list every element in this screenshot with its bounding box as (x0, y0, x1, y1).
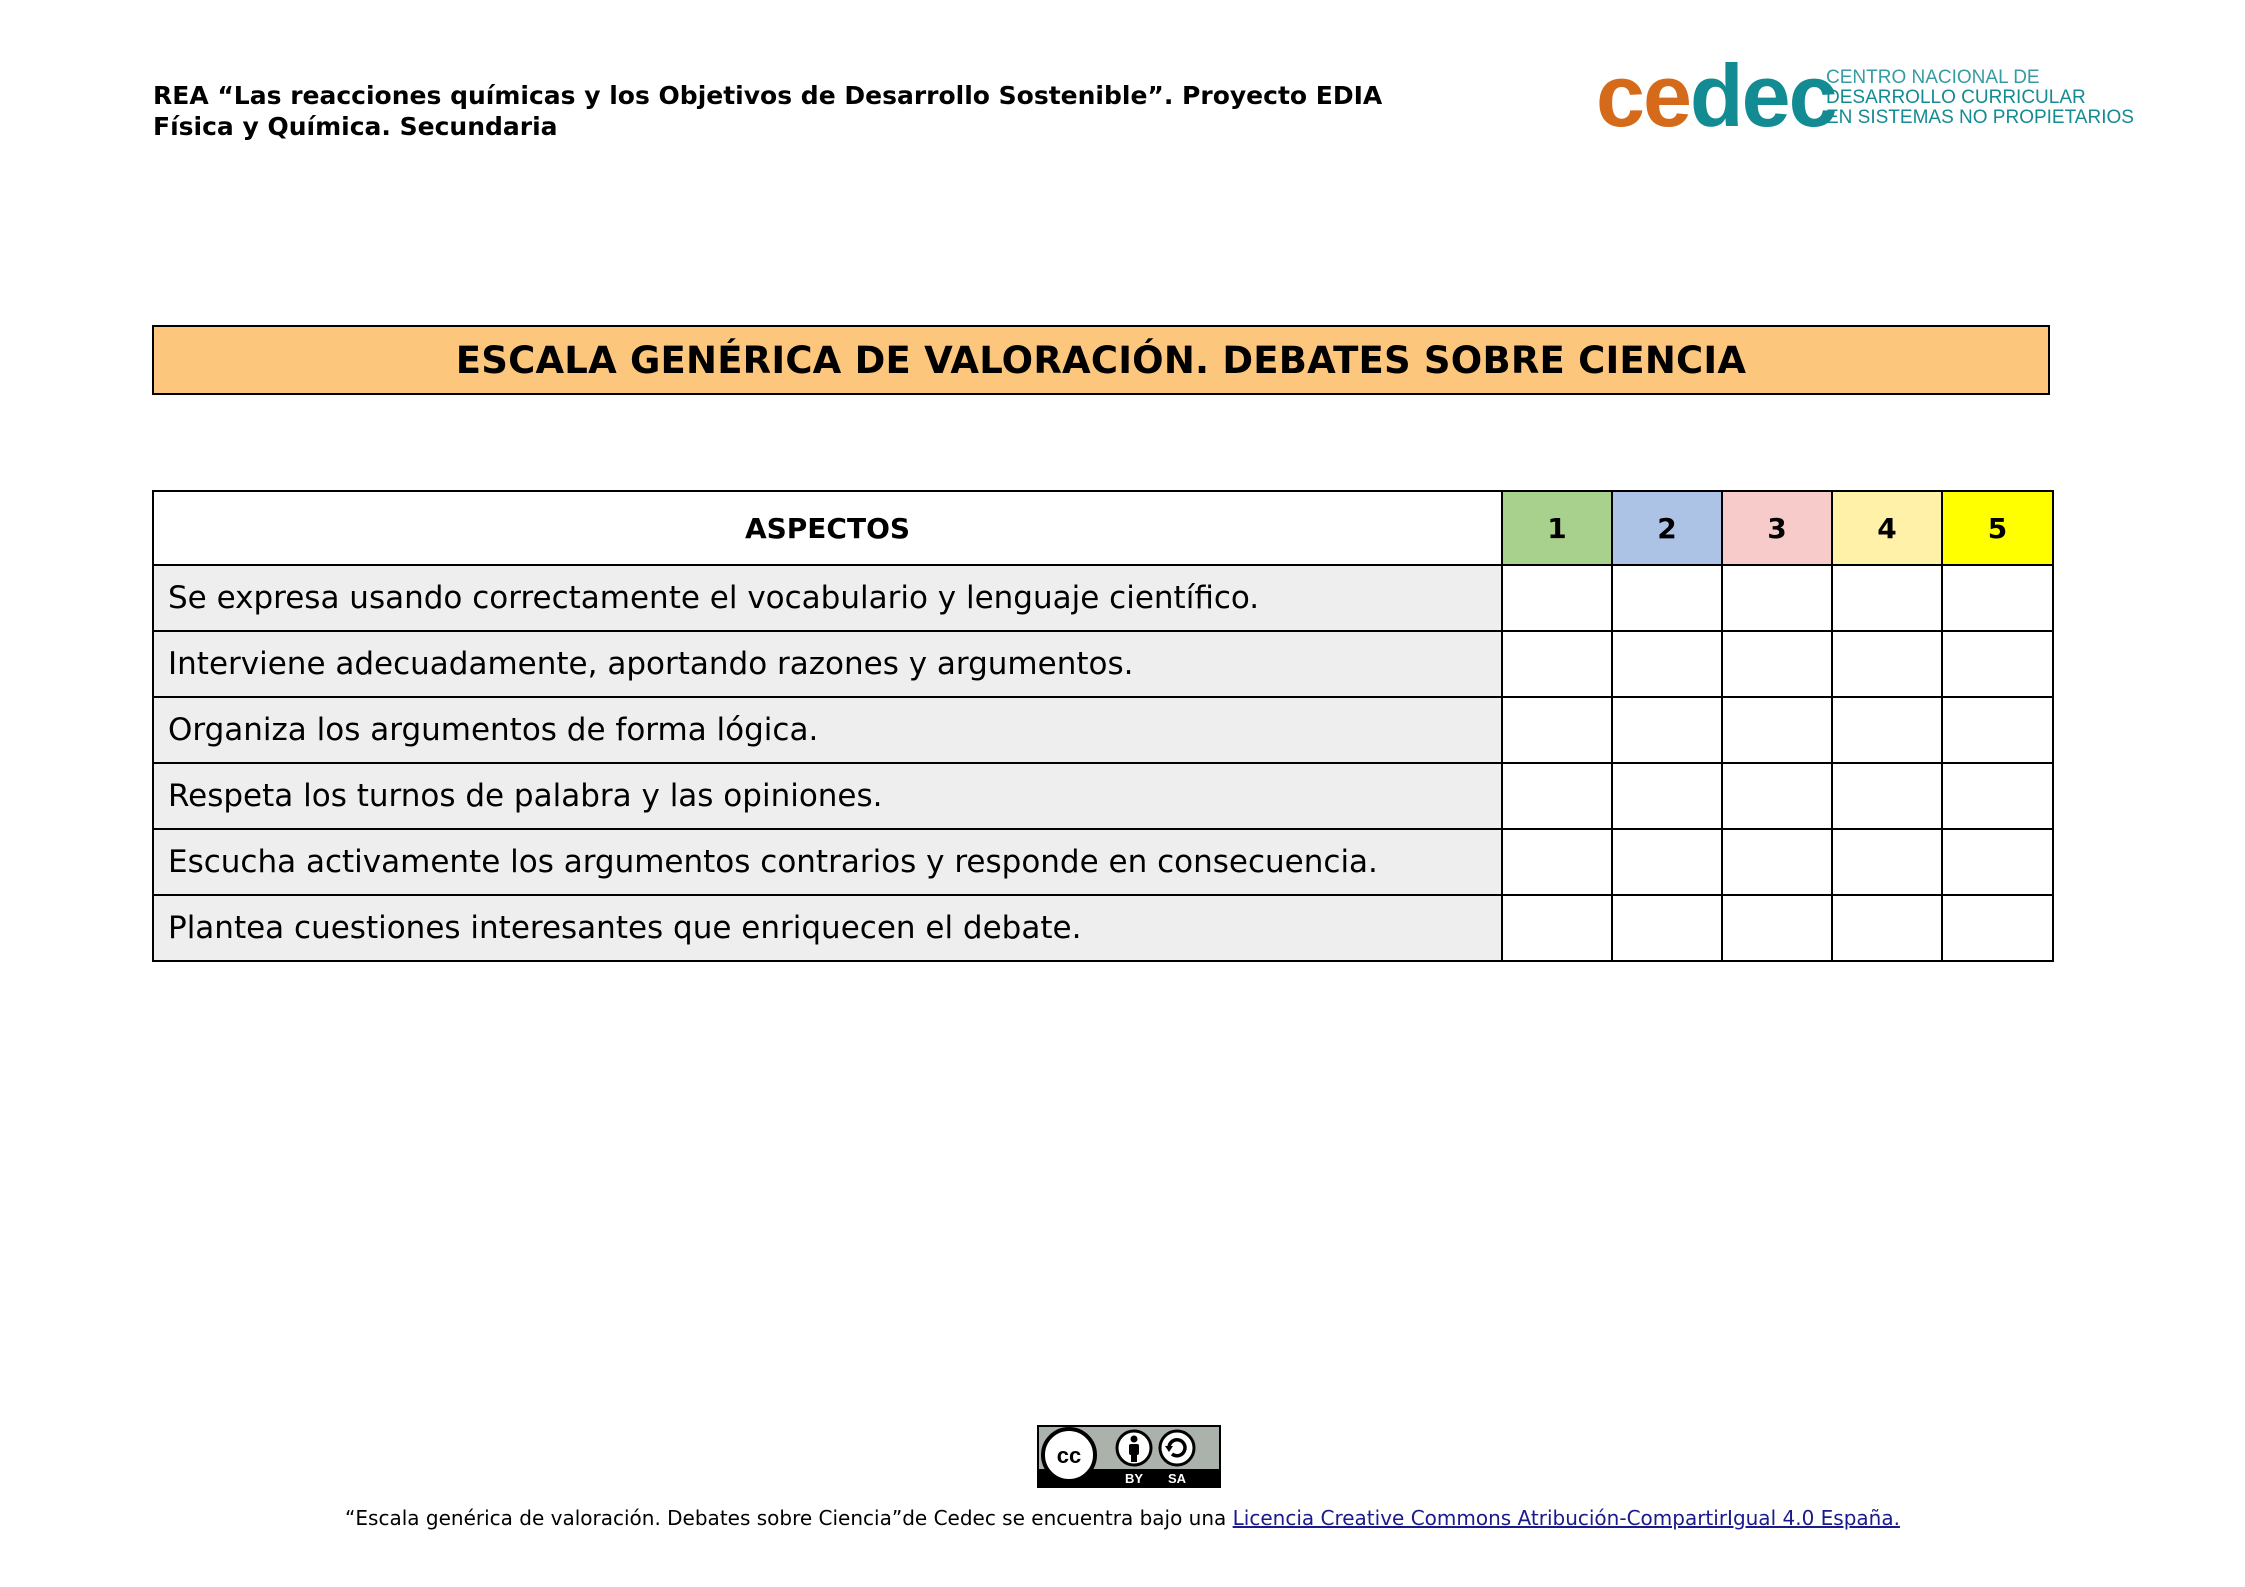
cc-by-sa-badge (1037, 1425, 1221, 1488)
table-row (153, 763, 2053, 829)
svg-text:SA: SA (1167, 1471, 1187, 1486)
cedec-wordmark: cedec (1596, 46, 1836, 145)
svg-text:BY: BY (1124, 1471, 1144, 1486)
license-link[interactable]: Licencia Creative Commons Atribución-CompartirIgual 4.0 España. (1232, 1506, 1900, 1530)
aspect-label: Escucha activamente los argumentos contrarios y responde en consecuencia. (153, 829, 1502, 895)
header-project-line: REA “Las reacciones químicas y los Objetivos de Desarrollo Sostenible”. Proyecto EDIA (153, 81, 1383, 110)
score-cell-5[interactable] (1942, 697, 2053, 763)
license-text: “Escala genérica de valoración. Debates sobre Ciencia”de Cedec se encuentra bajo una (345, 1506, 1227, 1530)
aspect-label: Interviene adecuadamente, aportando razones y argumentos. (153, 631, 1502, 697)
license-footer (0, 1505, 2245, 1531)
score-cell-4[interactable] (1832, 763, 1942, 829)
score-cell-2[interactable] (1612, 763, 1722, 829)
svg-text:cc: cc (1056, 1443, 1082, 1468)
score-cell-4[interactable] (1832, 697, 1942, 763)
score-cell-5[interactable] (1942, 631, 2053, 697)
score-cell-3[interactable] (1722, 763, 1832, 829)
table-header-row (153, 491, 2053, 565)
score-cell-4[interactable] (1832, 829, 1942, 895)
table-row (153, 631, 2053, 697)
score-cell-3[interactable] (1722, 829, 1832, 895)
cedec-logo (1596, 46, 2134, 145)
aspect-label: Plantea cuestiones interesantes que enriquecen el debate. (153, 895, 1502, 961)
score-header-3: 3 (1722, 491, 1832, 565)
score-header-1: 1 (1502, 491, 1612, 565)
score-cell-3[interactable] (1722, 895, 1832, 961)
page-title: ESCALA GENÉRICA DE VALORACIÓN. DEBATES SOBRE CIENCIA (152, 325, 2050, 395)
score-cell-5[interactable] (1942, 895, 2053, 961)
table-row (153, 895, 2053, 961)
score-cell-5[interactable] (1942, 565, 2053, 631)
rating-scale-table (152, 490, 2054, 962)
score-cell-1[interactable] (1502, 565, 1612, 631)
aspect-label: Respeta los turnos de palabra y las opiniones. (153, 763, 1502, 829)
table-row (153, 565, 2053, 631)
score-cell-2[interactable] (1612, 895, 1722, 961)
score-cell-2[interactable] (1612, 829, 1722, 895)
cedec-tagline: CENTRO NACIONAL DE DESARROLLO CURRICULAR EN SISTEMAS NO PROPIETARIOS (1826, 67, 2134, 128)
aspect-label: Se expresa usando correctamente el vocabulario y lenguaje científico. (153, 565, 1502, 631)
score-header-4: 4 (1832, 491, 1942, 565)
score-cell-4[interactable] (1832, 565, 1942, 631)
table-row (153, 697, 2053, 763)
score-cell-5[interactable] (1942, 763, 2053, 829)
aspects-column-header: ASPECTOS (153, 491, 1502, 565)
score-cell-2[interactable] (1612, 697, 1722, 763)
header-subject-line: Física y Química. Secundaria (153, 112, 558, 141)
score-cell-5[interactable] (1942, 829, 2053, 895)
score-header-5: 5 (1942, 491, 2053, 565)
score-cell-1[interactable] (1502, 697, 1612, 763)
score-cell-2[interactable] (1612, 631, 1722, 697)
aspect-label: Organiza los argumentos de forma lógica. (153, 697, 1502, 763)
score-cell-3[interactable] (1722, 631, 1832, 697)
score-cell-1[interactable] (1502, 895, 1612, 961)
share-alike-icon (1160, 1431, 1194, 1465)
score-header-2: 2 (1612, 491, 1722, 565)
score-cell-4[interactable] (1832, 895, 1942, 961)
score-cell-1[interactable] (1502, 631, 1612, 697)
table-row (153, 829, 2053, 895)
score-cell-3[interactable] (1722, 565, 1832, 631)
score-cell-1[interactable] (1502, 829, 1612, 895)
score-cell-3[interactable] (1722, 697, 1832, 763)
score-cell-1[interactable] (1502, 763, 1612, 829)
document-header (153, 80, 1382, 142)
score-cell-2[interactable] (1612, 565, 1722, 631)
score-cell-4[interactable] (1832, 631, 1942, 697)
